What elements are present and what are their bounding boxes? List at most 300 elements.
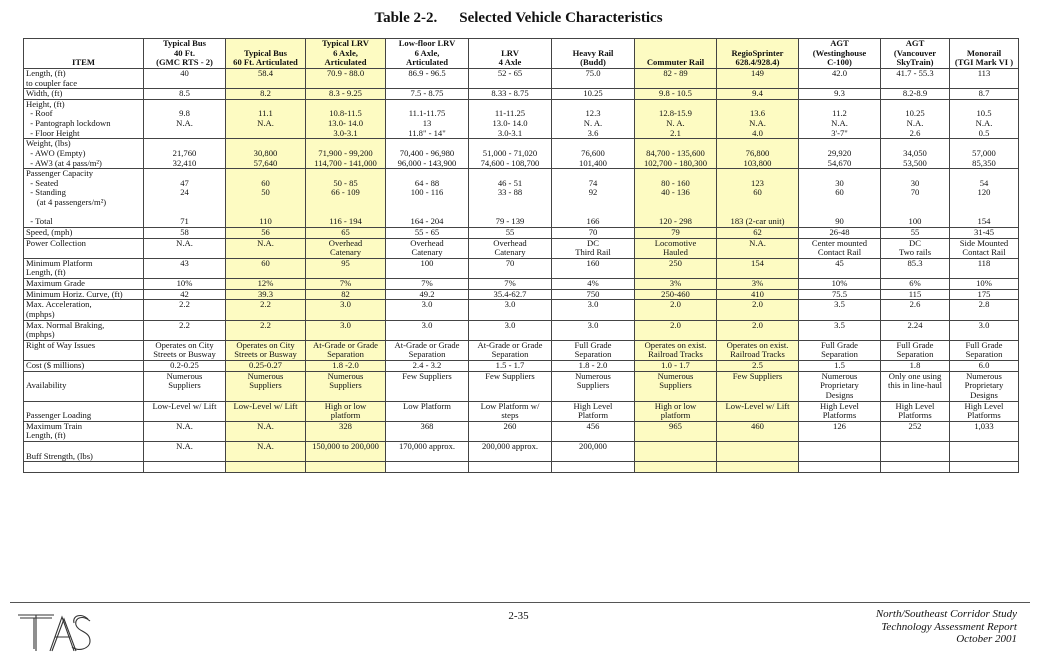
- cell-line: 51,000 - 71,020: [482, 147, 538, 158]
- table-cell: [717, 139, 799, 169]
- cell-line: 46 - 51: [497, 177, 523, 188]
- cell-line: 150,000 to 200,000: [312, 441, 379, 451]
- cell-line: 3.0: [587, 299, 599, 310]
- table-cell: [717, 371, 799, 401]
- table-cell: [552, 289, 635, 300]
- footer-date: October 2001: [956, 633, 1017, 646]
- table-cell: [799, 89, 881, 100]
- table-cell: [552, 300, 635, 320]
- table-row: [24, 340, 1019, 360]
- table-cell: [386, 169, 469, 228]
- table-cell: [226, 371, 306, 401]
- column-header-line: (TGI Mark VI ): [954, 57, 1014, 68]
- table-cell: [950, 361, 1019, 372]
- table-cell: [635, 227, 717, 238]
- cell-line: 65: [341, 227, 350, 237]
- cell-line: N.A.: [749, 118, 766, 128]
- column-header-line: Monorail: [966, 47, 1002, 58]
- cell-line: N. A.: [666, 118, 685, 128]
- cell-line: 82 - 89: [663, 68, 688, 78]
- cell-line: [719, 442, 796, 452]
- cell-line: 41.7 - 55.3: [896, 68, 934, 78]
- table-cell: [386, 340, 469, 360]
- cell-line: N.A.: [257, 118, 274, 128]
- cell-line: Designs: [970, 389, 998, 400]
- table-cell: [386, 462, 469, 473]
- table-cell: [469, 99, 552, 139]
- cell-line: 30: [835, 177, 844, 188]
- table-cell: [144, 258, 226, 278]
- table-row: [24, 462, 1019, 473]
- cell-line: 2.4 - 3.2: [412, 360, 442, 370]
- cell-line: 57,000: [972, 147, 996, 158]
- table-cell: [799, 238, 881, 258]
- table-cell: [717, 227, 799, 238]
- table-cell: [881, 300, 950, 320]
- cell-line: N.A.: [906, 118, 924, 128]
- table-cell: [469, 371, 552, 401]
- row-label-line: [26, 462, 141, 472]
- table-cell: [950, 462, 1019, 473]
- column-header-line: Low-floor LRV: [398, 38, 456, 48]
- table-cell: [717, 340, 799, 360]
- row-label: [24, 462, 144, 473]
- table-cell: [799, 361, 881, 372]
- column-header: [881, 39, 950, 69]
- cell-line: 30,800: [253, 147, 278, 158]
- row-label-line: Buff Strength, (lbs): [26, 450, 93, 461]
- cell-line: High or low: [654, 401, 697, 411]
- table-cell: [469, 401, 552, 421]
- table-cell: [226, 462, 306, 473]
- table-cell: [881, 421, 950, 441]
- table-cell: [386, 99, 469, 139]
- cell-line: 120 - 298: [659, 216, 692, 227]
- table-cell: [552, 320, 635, 340]
- cell-line: 13.0- 14.0: [327, 118, 364, 128]
- cell-line: 100: [908, 216, 922, 227]
- cell-line: 85.3: [907, 258, 923, 268]
- column-header-line: AGT: [905, 38, 925, 48]
- cell-line: 62: [753, 227, 762, 237]
- cell-line: Overhead: [493, 238, 527, 248]
- cell-line: Suppliers: [249, 380, 282, 391]
- table-cell: [306, 320, 386, 340]
- cell-line: [146, 462, 223, 472]
- cell-line: 3.0-3.1: [497, 127, 523, 138]
- table-cell: [386, 371, 469, 401]
- cell-line: 460: [751, 421, 764, 431]
- table-cell: [306, 300, 386, 320]
- table-cell: [552, 442, 635, 462]
- table-cell: [950, 99, 1019, 139]
- cell-line: 56: [261, 227, 270, 237]
- cell-line: 328: [339, 421, 352, 431]
- cell-line: 3.0: [421, 320, 433, 330]
- table-cell: [881, 227, 950, 238]
- cell-line: 3.0: [421, 299, 433, 310]
- table-cell: [386, 227, 469, 238]
- table-cell: [226, 300, 306, 320]
- table-cell: [552, 89, 635, 100]
- table-row: [24, 99, 1019, 139]
- cell-line: 965: [669, 421, 682, 431]
- cell-line: Suppliers: [659, 380, 692, 391]
- cell-line: Overhead: [410, 238, 444, 248]
- row-label-line: Maximum Grade: [26, 278, 85, 288]
- table-row: [24, 258, 1019, 278]
- table-row: [24, 279, 1019, 290]
- row-label: [24, 238, 144, 258]
- cell-line: 64 - 88: [414, 177, 440, 188]
- cell-line: 2.24: [907, 320, 923, 330]
- cell-line: 39.3: [257, 289, 274, 299]
- table-cell: [144, 340, 226, 360]
- table-cell: [881, 371, 950, 401]
- table-cell: [386, 361, 469, 372]
- cell-line: At-Grade or Grade: [394, 340, 460, 350]
- cell-line: 11.2: [832, 108, 847, 119]
- cell-line: 154: [977, 216, 991, 227]
- cell-line: Separation: [896, 349, 934, 360]
- column-header-line: Heavy Rail: [572, 47, 614, 58]
- column-header-line: RegioSprinter: [731, 47, 784, 58]
- cell-line: Few Suppliers: [485, 371, 535, 381]
- table-cell: [226, 139, 306, 169]
- cell-line: Catenary: [494, 247, 526, 258]
- cell-line: 102,700 - 180,300: [643, 157, 708, 168]
- table-cell: [799, 371, 881, 401]
- row-label-line: - AW3 (at 4 pass/m²): [26, 157, 102, 168]
- row-label-line: Minimum Platform: [26, 258, 93, 268]
- table-cell: [306, 279, 386, 290]
- table-cell: [950, 289, 1019, 300]
- cell-line: 21,760: [172, 147, 197, 158]
- row-label-line: Passenger Capacity: [26, 168, 94, 179]
- cell-line: 4.0: [752, 127, 763, 138]
- footer-study: North/Southeast Corridor Study: [875, 608, 1017, 620]
- table-cell: [799, 279, 881, 290]
- cell-line: 55 - 65: [414, 227, 440, 237]
- cell-line: 60: [753, 187, 762, 198]
- cell-line: 10%: [176, 278, 193, 288]
- cell-line: Numerous: [821, 371, 858, 381]
- table-cell: [552, 340, 635, 360]
- cell-line: 3.0: [978, 320, 990, 330]
- table-cell: [717, 99, 799, 139]
- cell-line: 70: [505, 258, 515, 268]
- table-cell: [717, 258, 799, 278]
- table-cell: [635, 258, 717, 278]
- table-cell: [950, 238, 1019, 258]
- cell-line: [801, 462, 878, 472]
- table-cell: [635, 320, 717, 340]
- cell-line: 2.8: [978, 299, 990, 310]
- cell-line: 9.3: [834, 88, 845, 99]
- column-header: [386, 39, 469, 69]
- cell-line: 70.9 - 88.0: [326, 68, 365, 78]
- cell-line: 1.5 - 1.7: [495, 360, 525, 370]
- row-label: [24, 442, 144, 462]
- cell-line: Railroad Tracks: [730, 349, 785, 360]
- table-cell: [950, 279, 1019, 290]
- table-cell: [469, 340, 552, 360]
- cell-line: 3.0: [340, 320, 351, 330]
- cell-line: 126: [833, 421, 846, 431]
- cell-line: N.A.: [749, 238, 766, 248]
- table-cell: [881, 279, 950, 290]
- cell-line: Suppliers: [329, 380, 362, 391]
- table-cell: [386, 289, 469, 300]
- cell-line: Catenary: [329, 247, 362, 258]
- cell-line: 164 - 204: [410, 216, 444, 227]
- cell-line: 101,400: [579, 157, 607, 168]
- cell-line: 32,410: [172, 157, 197, 168]
- cell-line: 13: [422, 118, 432, 128]
- table-cell: [469, 258, 552, 278]
- column-header-line: Typical Bus: [243, 47, 288, 58]
- row-label: [24, 139, 144, 169]
- table-cell: [386, 279, 469, 290]
- cell-line: 74,600 - 108,700: [480, 157, 540, 168]
- cell-line: platform: [330, 410, 361, 421]
- cell-line: 1.8 - 2.0: [578, 360, 608, 370]
- cell-line: 456: [586, 421, 600, 431]
- table-cell: [635, 169, 717, 228]
- cell-line: 750: [586, 289, 600, 299]
- table-cell: [799, 68, 881, 88]
- table-cell: [717, 320, 799, 340]
- row-label-line: Availability: [26, 380, 67, 391]
- table-cell: [144, 139, 226, 169]
- row-label: [24, 421, 144, 441]
- table-cell: [881, 169, 950, 228]
- cell-line: 2.0: [670, 299, 681, 310]
- cell-line: 2.6: [909, 299, 921, 310]
- table-cell: [144, 279, 226, 290]
- table-row: [24, 371, 1019, 401]
- cell-line: 49.2: [419, 289, 435, 299]
- table-row: [24, 238, 1019, 258]
- table-cell: [552, 68, 635, 88]
- table-cell: [881, 320, 950, 340]
- cell-line: this in line-haul: [888, 380, 942, 391]
- cell-line: 2.0: [752, 299, 763, 310]
- cell-line: Separation: [821, 349, 858, 360]
- table-cell: [469, 300, 552, 320]
- table-cell: [226, 238, 306, 258]
- cell-line: 53,500: [903, 157, 927, 168]
- row-label: [24, 300, 144, 320]
- cell-line: 70: [588, 227, 598, 237]
- table-cell: [306, 340, 386, 360]
- table-row: [24, 361, 1019, 372]
- table-cell: [226, 340, 306, 360]
- table-cell: [386, 320, 469, 340]
- cell-line: [554, 462, 632, 472]
- row-label-line: Length, (ft): [26, 267, 66, 278]
- column-header-line: Typical Bus: [162, 38, 207, 48]
- cell-line: 10%: [831, 278, 848, 288]
- table-cell: [799, 340, 881, 360]
- cell-line: 26-48: [829, 227, 850, 237]
- header-row: [24, 39, 1019, 69]
- row-label-line: Width, (ft): [26, 88, 63, 99]
- cell-line: 42: [180, 289, 189, 299]
- cell-line: 58: [180, 227, 189, 237]
- table-cell: [635, 279, 717, 290]
- table-cell: [469, 238, 552, 258]
- row-label-line: - Total: [26, 216, 53, 227]
- row-label-line: (mphps): [26, 308, 55, 319]
- row-label-line: Minimum Horiz. Curve, (ft): [26, 289, 123, 299]
- cell-line: 368: [420, 421, 434, 431]
- row-label: [24, 68, 144, 88]
- cell-line: 34,050: [903, 147, 927, 158]
- table-cell: [881, 238, 950, 258]
- cell-line: 76,600: [581, 147, 605, 158]
- table-cell: [950, 421, 1019, 441]
- table-cell: [799, 139, 881, 169]
- table-cell: [717, 279, 799, 290]
- cell-line: 100 - 116: [410, 187, 444, 198]
- cell-line: N.A.: [975, 118, 993, 128]
- table-cell: [386, 68, 469, 88]
- cell-line: 2.2: [179, 320, 190, 330]
- footer-report: Technology Assessment Report: [881, 620, 1017, 633]
- cell-line: 2.0: [752, 320, 763, 330]
- cell-line: 116 - 194: [329, 216, 362, 227]
- cell-line: Hauled: [663, 247, 688, 258]
- table-cell: [950, 340, 1019, 360]
- table-cell: [226, 68, 306, 88]
- cell-line: Full Grade: [896, 340, 934, 350]
- cell-line: 54,670: [827, 157, 852, 168]
- column-header: [469, 39, 552, 69]
- table-row: [24, 169, 1019, 228]
- column-header-line: 60 Ft. Articulated: [233, 57, 298, 68]
- table-cell: [469, 361, 552, 372]
- cell-line: 3.0: [587, 320, 599, 330]
- cell-line: 8.3 - 9.25: [329, 88, 362, 99]
- table-cell: [950, 300, 1019, 320]
- cell-line: Low-Level w/ Lift: [725, 401, 790, 411]
- cell-line: 10.5: [976, 108, 992, 119]
- table-cell: [144, 238, 226, 258]
- cell-line: Separation: [327, 349, 364, 360]
- table-cell: [144, 320, 226, 340]
- table-cell: [469, 139, 552, 169]
- cell-line: Numerous: [327, 371, 364, 381]
- cell-line: 11.1-11.75: [408, 108, 446, 119]
- row-label-line: Height, (ft): [26, 99, 65, 109]
- table-cell: [226, 421, 306, 441]
- table-cell: [226, 99, 306, 139]
- cell-line: 7%: [421, 278, 433, 288]
- table-cell: [469, 462, 552, 473]
- cell-line: 6%: [909, 278, 921, 288]
- table-cell: [950, 169, 1019, 228]
- table-number: Table 2-2.: [374, 10, 438, 26]
- table-row: [24, 227, 1019, 238]
- table-cell: [552, 169, 635, 228]
- cell-line: Full Grade: [574, 340, 612, 350]
- cell-line: 66 - 109: [331, 187, 360, 198]
- table-row: [24, 300, 1019, 320]
- cell-line: 86.9 - 96.5: [408, 68, 446, 78]
- cell-line: 8.7: [978, 88, 990, 99]
- cell-line: Only one using: [888, 371, 942, 381]
- table-cell: [635, 371, 717, 401]
- cell-line: 175: [977, 289, 991, 299]
- cell-line: 82: [341, 289, 350, 299]
- cell-line: Few Suppliers: [732, 371, 783, 381]
- cell-line: 35.4-62.7: [493, 289, 527, 299]
- cell-line: Suppliers: [576, 380, 610, 391]
- cell-line: 40: [180, 68, 189, 78]
- table-cell: [950, 258, 1019, 278]
- cell-line: 1,033: [974, 421, 994, 431]
- cell-line: 55: [910, 227, 920, 237]
- table-cell: [635, 99, 717, 139]
- cell-line: At-Grade or Grade: [313, 340, 378, 350]
- table-cell: [306, 139, 386, 169]
- cell-line: 12.8-15.9: [659, 108, 692, 119]
- row-label-line: Power Collection: [26, 238, 86, 248]
- cell-line: 79: [671, 227, 680, 237]
- column-header-line: AGT: [830, 38, 849, 48]
- table-cell: [881, 361, 950, 372]
- row-label-line: - Roof: [26, 108, 53, 119]
- table-cell: [226, 227, 306, 238]
- cell-line: 80 - 160: [661, 177, 690, 188]
- page-number: 2-35: [508, 610, 529, 622]
- cell-line: 31-45: [973, 227, 995, 237]
- table-cell: [881, 462, 950, 473]
- table-cell: [799, 300, 881, 320]
- cell-line: 52 - 65: [497, 68, 523, 78]
- cell-line: 250-460: [661, 289, 690, 299]
- cell-line: [719, 462, 796, 472]
- cell-line: 40 - 136: [661, 187, 690, 198]
- cell-line: 50: [261, 187, 270, 198]
- row-label-line: Max. Acceleration,: [26, 299, 92, 310]
- cell-line: [952, 462, 1016, 472]
- cell-line: Operates on City: [155, 340, 214, 350]
- table-cell: [552, 238, 635, 258]
- cell-line: 0.25-0.27: [249, 360, 282, 370]
- cell-line: Low-Level w/ Lift: [152, 401, 217, 411]
- table-cell: [881, 99, 950, 139]
- table-cell: [144, 462, 226, 473]
- cell-line: Locomotive: [654, 238, 697, 248]
- table-cell: [635, 442, 717, 462]
- cell-line: Low Platform w/: [480, 401, 540, 411]
- table-cell: [635, 401, 717, 421]
- cell-line: 2.1: [670, 127, 681, 138]
- column-header: [306, 39, 386, 69]
- table-cell: [950, 139, 1019, 169]
- cell-line: N.A.: [176, 421, 193, 431]
- row-label-line: - Standing: [26, 187, 66, 198]
- column-header-line: 6 Axle,: [333, 47, 358, 58]
- cell-line: 13.0- 14.0: [492, 118, 528, 128]
- cell-line: 1.5: [834, 360, 845, 370]
- column-header-line: SkyTrain): [896, 57, 934, 68]
- cell-line: Platforms: [898, 410, 932, 421]
- table-cell: [799, 289, 881, 300]
- table-cell: [469, 68, 552, 88]
